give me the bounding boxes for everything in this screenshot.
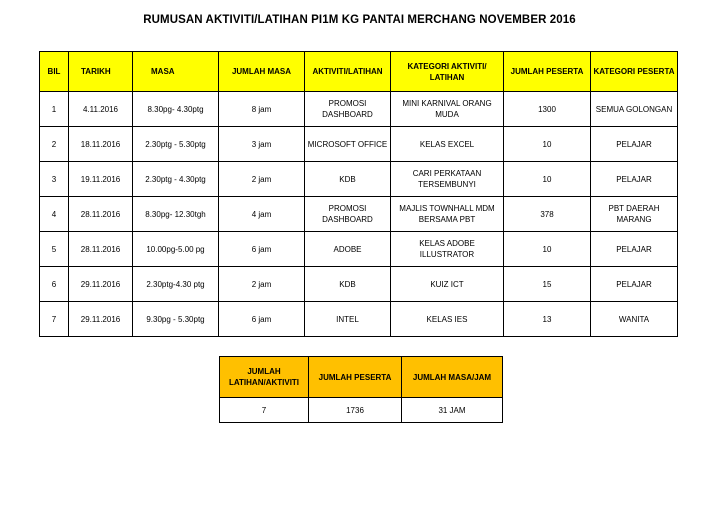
cell-bil: 4 xyxy=(40,197,69,232)
cell-jumlah-peserta: 1300 xyxy=(504,92,591,127)
cell-jumlah-peserta: 378 xyxy=(504,197,591,232)
cell-masa: 2.30ptg-4.30 ptg xyxy=(133,267,219,302)
cell-masa: 2.30ptg - 5.30ptg xyxy=(133,127,219,162)
summary-table xyxy=(219,356,503,423)
cell-kategori-aktiviti: KELAS EXCEL xyxy=(391,127,504,162)
cell-jumlah-peserta: 13 xyxy=(504,302,591,337)
cell-tarikh: 28.11.2016 xyxy=(69,197,133,232)
cell-aktiviti: INTEL xyxy=(305,302,391,337)
cell-bil: 3 xyxy=(40,162,69,197)
cell-jumlah-peserta: 10 xyxy=(504,232,591,267)
summary-total-masa: 31 JAM xyxy=(402,398,503,423)
header-tarikh: TARIKH xyxy=(69,52,133,92)
cell-bil: 7 xyxy=(40,302,69,337)
cell-kategori-aktiviti: KUIZ ICT xyxy=(391,267,504,302)
summary-total-peserta: 1736 xyxy=(309,398,402,423)
cell-tarikh: 18.11.2016 xyxy=(69,127,133,162)
table-row xyxy=(40,197,678,232)
table-row xyxy=(40,162,678,197)
cell-jumlah-masa: 2 jam xyxy=(219,267,305,302)
cell-aktiviti: PROMOSI DASHBOARD xyxy=(305,92,391,127)
cell-kategori-peserta: WANITA xyxy=(591,302,678,337)
cell-tarikh: 28.11.2016 xyxy=(69,232,133,267)
cell-aktiviti: PROMOSI DASHBOARD xyxy=(305,197,391,232)
cell-aktiviti: ADOBE xyxy=(305,232,391,267)
cell-jumlah-peserta: 10 xyxy=(504,127,591,162)
header-jumlah-masa: JUMLAH MASA xyxy=(219,52,305,92)
table-row xyxy=(40,92,678,127)
table-row xyxy=(40,127,678,162)
cell-kategori-peserta: PELAJAR xyxy=(591,267,678,302)
page-title: RUMUSAN AKTIVITI/LATIHAN PI1M KG PANTAI MERCHANG NOVEMBER 2016 xyxy=(143,14,576,26)
activity-table xyxy=(39,51,678,337)
cell-masa: 2.30ptg - 4.30ptg xyxy=(133,162,219,197)
header-jumlah-peserta: JUMLAH PESERTA xyxy=(504,52,591,92)
cell-kategori-peserta: PBT DAERAH MARANG xyxy=(591,197,678,232)
cell-bil: 1 xyxy=(40,92,69,127)
cell-bil: 5 xyxy=(40,232,69,267)
summary-header-latihan: JUMLAH LATIHAN/AKTIVITI xyxy=(220,357,309,398)
header-masa: MASA xyxy=(133,52,219,92)
summary-header-masa: JUMLAH MASA/JAM xyxy=(402,357,503,398)
cell-jumlah-peserta: 10 xyxy=(504,162,591,197)
cell-bil: 6 xyxy=(40,267,69,302)
cell-kategori-peserta: PELAJAR xyxy=(591,162,678,197)
cell-tarikh: 29.11.2016 xyxy=(69,302,133,337)
summary-header-peserta: JUMLAH PESERTA xyxy=(309,357,402,398)
summary-total-latihan: 7 xyxy=(220,398,309,423)
table-row xyxy=(40,232,678,267)
cell-kategori-peserta: PELAJAR xyxy=(591,127,678,162)
cell-masa: 9.30pg - 5.30ptg xyxy=(133,302,219,337)
cell-jumlah-masa: 6 jam xyxy=(219,232,305,267)
cell-kategori-aktiviti: MAJLIS TOWNHALL MDM BERSAMA PBT xyxy=(391,197,504,232)
cell-jumlah-masa: 6 jam xyxy=(219,302,305,337)
cell-bil: 2 xyxy=(40,127,69,162)
cell-aktiviti: KDB xyxy=(305,267,391,302)
header-aktiviti: AKTIVITI/LATIHAN xyxy=(305,52,391,92)
header-bil: BIL xyxy=(40,52,69,92)
cell-aktiviti: KDB xyxy=(305,162,391,197)
header-kategori-aktiviti: KATEGORI AKTIVITI/ LATIHAN xyxy=(391,52,504,92)
cell-jumlah-peserta: 15 xyxy=(504,267,591,302)
cell-kategori-aktiviti: KELAS ADOBE ILLUSTRATOR xyxy=(391,232,504,267)
table-row xyxy=(40,302,678,337)
cell-jumlah-masa: 2 jam xyxy=(219,162,305,197)
cell-masa: 10.00pg-5.00 pg xyxy=(133,232,219,267)
cell-aktiviti: MICROSOFT OFFICE xyxy=(305,127,391,162)
cell-kategori-aktiviti: KELAS IES xyxy=(391,302,504,337)
cell-jumlah-masa: 3 jam xyxy=(219,127,305,162)
cell-tarikh: 19.11.2016 xyxy=(69,162,133,197)
cell-jumlah-masa: 4 jam xyxy=(219,197,305,232)
cell-kategori-peserta: PELAJAR xyxy=(591,232,678,267)
cell-masa: 8.30pg- 12.30tgh xyxy=(133,197,219,232)
table-header-row xyxy=(40,52,678,92)
cell-kategori-aktiviti: MINI KARNIVAL ORANG MUDA xyxy=(391,92,504,127)
cell-jumlah-masa: 8 jam xyxy=(219,92,305,127)
table-row xyxy=(40,267,678,302)
header-kategori-peserta: KATEGORI PESERTA xyxy=(591,52,678,92)
cell-kategori-peserta: SEMUA GOLONGAN xyxy=(591,92,678,127)
cell-kategori-aktiviti: CARI PERKATAAN TERSEMBUNYI xyxy=(391,162,504,197)
cell-tarikh: 29.11.2016 xyxy=(69,267,133,302)
cell-tarikh: 4.11.2016 xyxy=(69,92,133,127)
summary-header-row xyxy=(220,357,503,398)
summary-row xyxy=(220,398,503,423)
cell-masa: 8.30pg- 4.30ptg xyxy=(133,92,219,127)
